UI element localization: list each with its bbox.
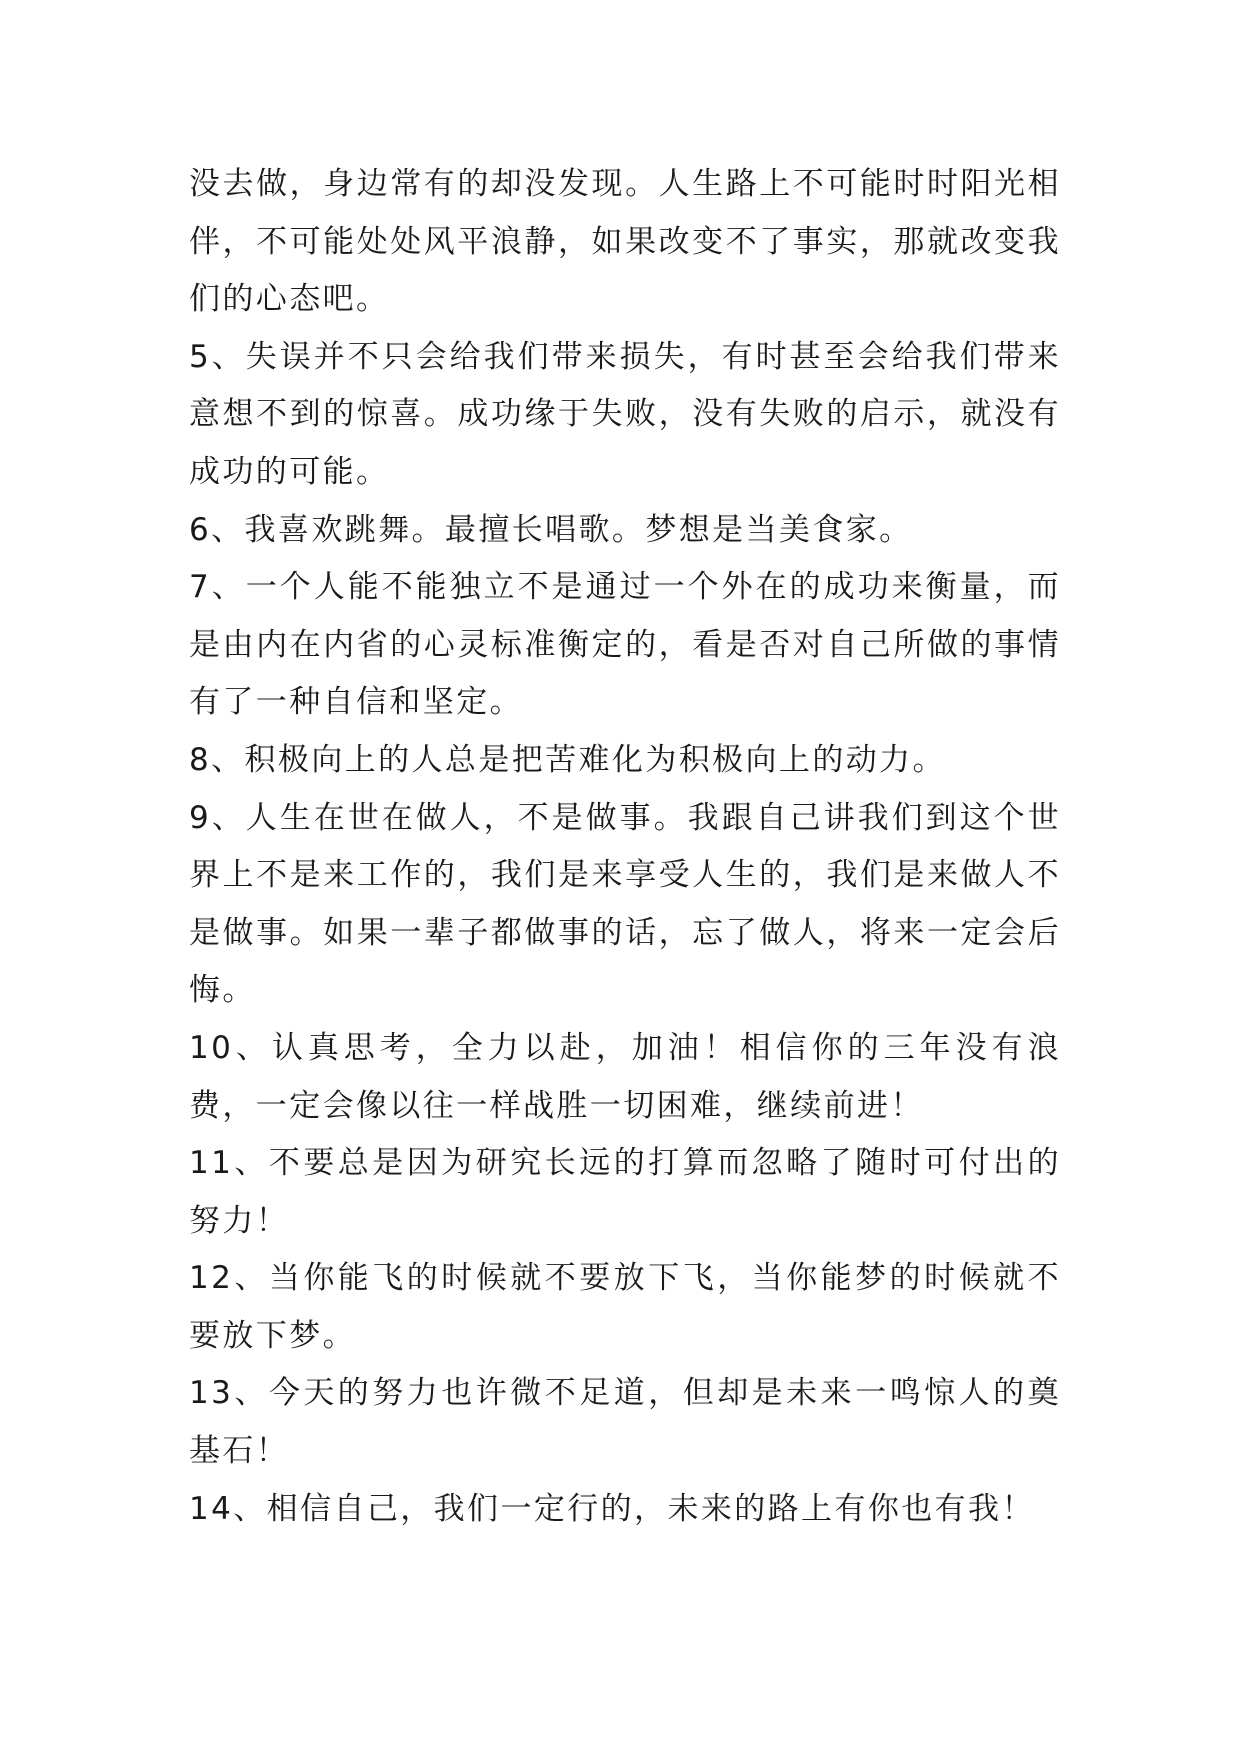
paragraph-item-5: 5、失误并不只会给我们带来损失，有时甚至会给我们带来意想不到的惊喜。成功缘于失败，没有失败的启示，就没有成功的可能。 [189,338,1061,490]
paragraph-item-8: 8、积极向上的人总是把苦难化为积极向上的动力。 [189,741,946,778]
paragraph-item-12: 12、当你能飞的时候就不要放下飞，当你能梦的时候就不要放下梦。 [189,1260,1061,1354]
paragraph-item-10: 10、认真思考，全力以赴，加油！相信你的三年没有浪费，一定会像以往一样战胜一切困难，继续前进！ [189,1029,1061,1124]
paragraph-item-13: 13、今天的努力也许微不足道，但却是未来一鸣惊人的奠基石！ [189,1375,1061,1470]
paragraph-continuation: 没去做，身边常有的却没发现。人生路上不可能时时阳光相伴，不可能处处风平浪静，如果改变不了事实，那就改变我们的心态吧。 [189,166,1061,318]
paragraph-item-9: 9、人生在世在做人，不是做事。我跟自己讲我们到这个世界上不是来工作的，我们是来享受人生的，我们是来做人不是做事。如果一辈子都做事的话，忘了做人，将来一定会后悔。 [189,799,1061,1009]
paragraph-item-11: 11、不要总是因为研究长远的打算而忽略了随时可付出的努力！ [189,1145,1061,1239]
paragraph-item-7: 7、一个人能不能独立不是通过一个外在的成功来衡量，而是由内在内省的心灵标准衡定的，看是否对自己所做的事情有了一种自信和坚定。 [189,569,1061,721]
document-body [189,156,1061,1538]
paragraph-item-6: 6、我喜欢跳舞。最擅长唱歌。梦想是当美食家。 [189,511,913,548]
paragraph-item-14: 14、相信自己，我们一定行的，未来的路上有你也有我！ [189,1490,1035,1527]
